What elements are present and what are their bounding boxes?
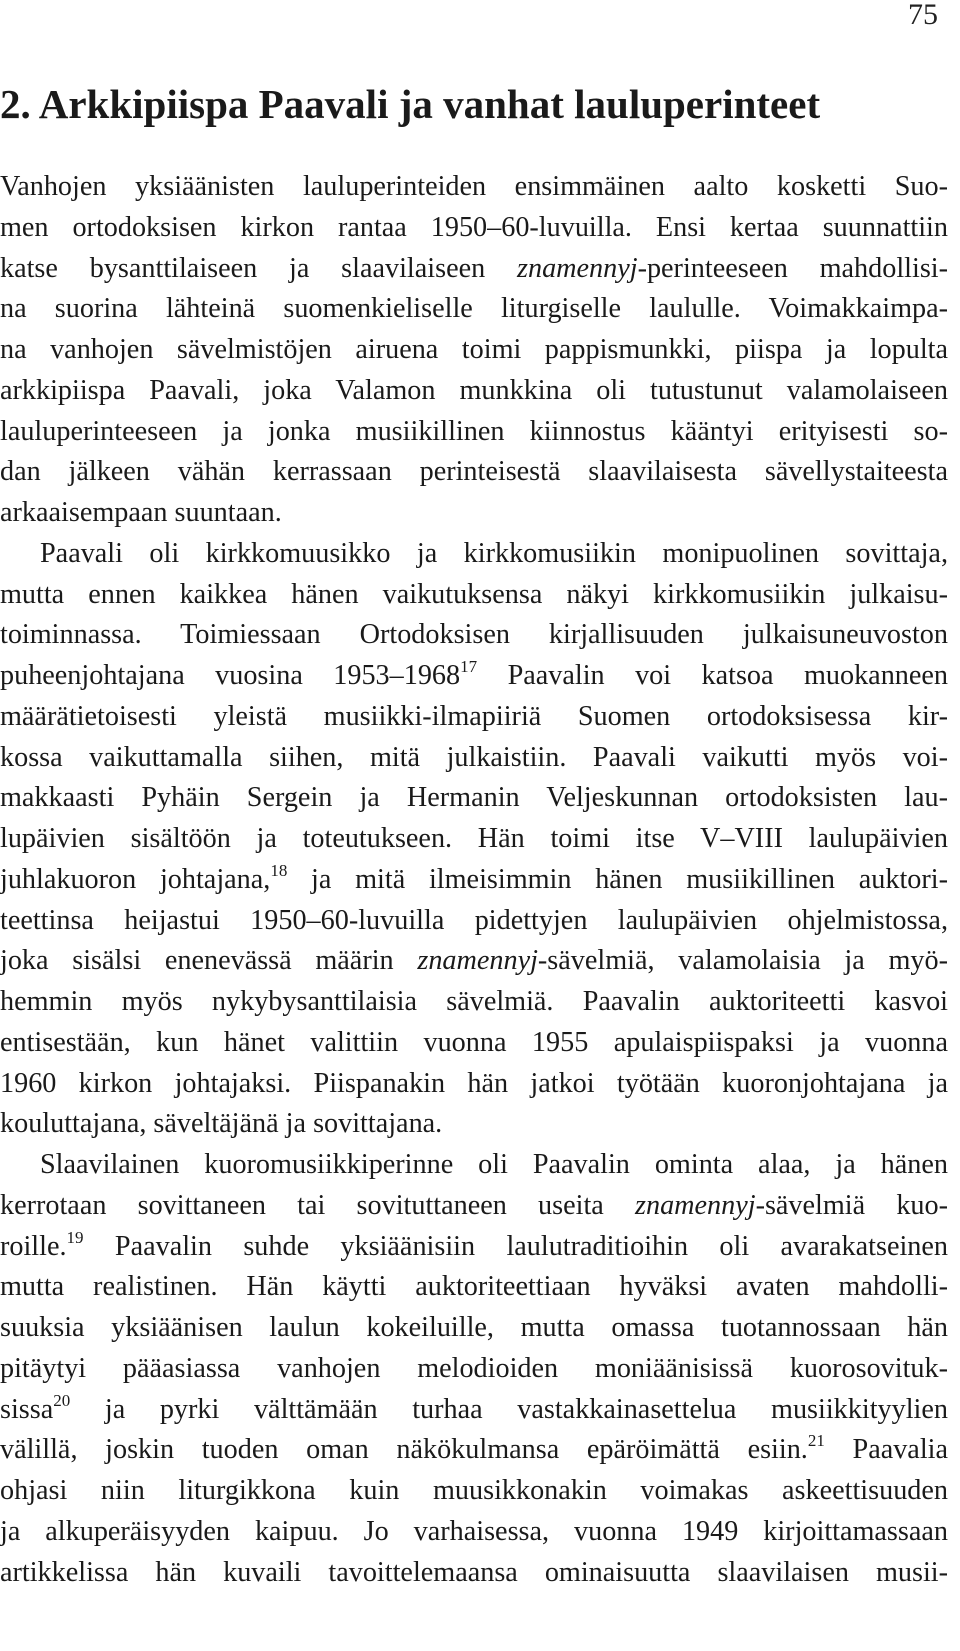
text-run: Paavali oli kirkkomuusikko ja kirkkomusiikin monipuolinen sovittaja, — [40, 537, 948, 569]
text-line — [0, 330, 948, 371]
paragraph-2 — [0, 534, 948, 1145]
text-line — [0, 1104, 948, 1145]
text-run: na suorina lähteinä suomenkieliselle liturgiselle laululle. Voimakkaimpa- — [0, 293, 948, 325]
text-run: ohjasi niin liturgikkona kuin muusikkonakin voimakas askeettisuuden — [0, 1475, 948, 1506]
italic-term: znamennyj — [517, 252, 638, 284]
text-line — [0, 452, 948, 493]
text-line — [0, 1512, 948, 1553]
footnote-ref: 19 — [66, 1227, 84, 1247]
text-line — [0, 738, 948, 779]
text-run: määrätietoisesti yleistä musiikki-ilmapiiriä Suomen ortodoksisessa kir- — [0, 700, 948, 732]
text-line — [0, 1308, 948, 1349]
text-run: arkaaisempaan suuntaan. — [0, 497, 282, 528]
text-run: välillä, joskin tuoden oman näkökulmansa epäröimättä esiin. — [0, 1434, 808, 1466]
text-line — [0, 208, 948, 249]
text-line — [0, 167, 948, 208]
text-run: katse bysanttilaiseen ja slaavilaiseen — [0, 252, 517, 284]
text-line — [0, 1267, 948, 1308]
page-number: 75 — [908, 0, 938, 31]
footnote-ref: 18 — [270, 860, 288, 880]
italic-term: znamennyj — [635, 1189, 756, 1221]
text-line — [0, 289, 948, 330]
chapter-title: 2. Arkkipiispa Paavali ja vanhat lauluperinteet — [0, 81, 821, 127]
text-run: dan jälkeen vähän kerrassaan perinteisestä slaavilaisesta sävellystaiteesta — [0, 456, 948, 488]
text-run: -sävelmiä kuo- — [755, 1189, 948, 1221]
text-run: joka sisälsi enenevässä määrin — [0, 945, 418, 977]
text-line — [0, 1390, 948, 1431]
text-run: Paavalia — [824, 1434, 948, 1466]
text-run: lupäivien sisältöön ja toteutukseen. Hän toimi itse V–VIII laulupäivien — [0, 823, 948, 854]
text-line — [0, 901, 948, 942]
text-run: artikkelissa hän kuvaili tavoittelemaansa ominaisuutta slaavilaisen musii- — [0, 1556, 948, 1588]
text-run: men ortodoksisen kirkon rantaa 1950–60-luvuilla. Ensi kertaa suunnattiin — [0, 211, 948, 243]
footnote-ref: 17 — [460, 657, 478, 676]
text-line — [0, 819, 948, 860]
text-run: -perinteeseen mahdollisi- — [637, 252, 949, 284]
text-run: na vanhojen sävelmistöjen airuena toimi pappismunkki, piispa ja lopulta — [0, 334, 948, 365]
text-line — [0, 778, 948, 819]
text-line — [0, 1349, 948, 1390]
text-run: Slaavilainen kuoromusiikkiperinne oli Paavalin ominta alaa, ja hänen — [40, 1149, 948, 1180]
text-run: toiminnassa. Toimiessaan Ortodoksisen kirjallisuuden julkaisuneuvoston — [0, 619, 948, 651]
text-run: juhlakuoron johtajana, — [0, 863, 271, 895]
text-line — [0, 1471, 948, 1512]
text-run: arkkipiispa Paavali, joka Valamon munkkina oli tutustunut valamolaiseen — [0, 374, 948, 406]
text-line — [0, 1064, 948, 1105]
paragraph-1 — [0, 167, 948, 534]
text-run: sissa — [0, 1393, 54, 1425]
text-line — [0, 1186, 948, 1227]
text-run: pitäytyi pääasiassa vanhojen melodioiden moniäänisissä kuorosovituk- — [0, 1352, 948, 1384]
text-line — [0, 412, 948, 453]
italic-term: znamennyj — [417, 945, 538, 977]
text-run: ja alkuperäisyyden kaipuu. Jo varhaisessa, vuonna 1949 kirjoittamassaan — [0, 1515, 948, 1547]
footnote-ref: 21 — [807, 1431, 825, 1451]
text-run: mutta realistinen. Hän käytti auktoriteettiaan hyväksi avaten mahdolli- — [0, 1271, 948, 1303]
text-run: mutta ennen kaikkea hänen vaikutuksensa näkyi kirkkomusiikin julkaisu- — [0, 578, 948, 610]
text-line — [0, 982, 948, 1023]
text-line — [0, 1430, 948, 1471]
text-line — [0, 941, 948, 982]
text-run: makkaasti Pyhäin Sergein ja Hermanin Veljeskunnan ortodoksisten lau- — [0, 782, 948, 814]
text-line — [0, 249, 948, 290]
text-run: -sävelmiä, valamolaisia ja myö- — [537, 945, 948, 977]
text-line — [0, 615, 948, 656]
text-run: Paavalin suhde yksiäänisiin laulutraditioihin oli avarakatseinen — [83, 1230, 948, 1262]
text-run: kouluttajana, säveltäjänä ja sovittajana. — [0, 1108, 443, 1140]
text-line — [0, 1145, 948, 1186]
text-run: kossa vaikuttamalla siihen, mitä julkaistiin. Paavali vaikutti myös voi- — [0, 741, 948, 773]
text-line — [0, 860, 948, 901]
text-line — [0, 656, 948, 697]
text-run: roille. — [0, 1230, 67, 1262]
text-run: entisestään, kun hänet valittiin vuonna 1955 apulaispiispaksi ja vuonna — [0, 1026, 948, 1058]
text-run: teettinsa heijastui 1950–60-luvuilla pidettyjen laulupäivien ohjelmistossa, — [0, 904, 948, 936]
text-line — [0, 1023, 948, 1064]
text-run: suuksia yksiäänisen laulun kokeiluille, mutta omassa tuotannossaan hän — [0, 1312, 948, 1343]
text-run: lauluperinteeseen ja jonka musiikillinen kiinnostus kääntyi erityisesti so- — [0, 415, 948, 447]
text-run: kerrotaan sovittaneen tai sovituttaneen useita — [0, 1189, 635, 1221]
text-line — [0, 697, 948, 738]
text-run: puheenjohtajana vuosina 1953–1968 — [0, 660, 461, 691]
text-run: Vanhojen yksiäänisten lauluperinteiden ensimmäinen aalto kosketti Suo- — [0, 171, 948, 202]
body-text — [0, 167, 948, 1593]
text-run: 1960 kirkon johtajaksi. Piispanakin hän jatkoi työtään kuoronjohtajana ja — [0, 1067, 948, 1099]
footnote-ref: 20 — [53, 1390, 71, 1410]
text-run: ja mitä ilmeisimmin hänen musiikillinen auktori- — [287, 863, 948, 895]
text-line — [0, 493, 948, 534]
text-line — [0, 1227, 948, 1268]
text-run: hemmin myös nykybysanttilaisia sävelmiä. Paavalin auktoriteetti kasvoi — [0, 986, 948, 1017]
text-line — [0, 371, 948, 412]
paragraph-3 — [0, 1145, 948, 1593]
text-run: ja pyrki välttämään turhaa vastakkainasettelua musiikkityylien — [70, 1393, 948, 1425]
text-run: Paavalin voi katsoa muokanneen — [477, 660, 948, 691]
text-line — [0, 1553, 948, 1594]
text-line — [0, 534, 948, 575]
text-line — [0, 575, 948, 616]
